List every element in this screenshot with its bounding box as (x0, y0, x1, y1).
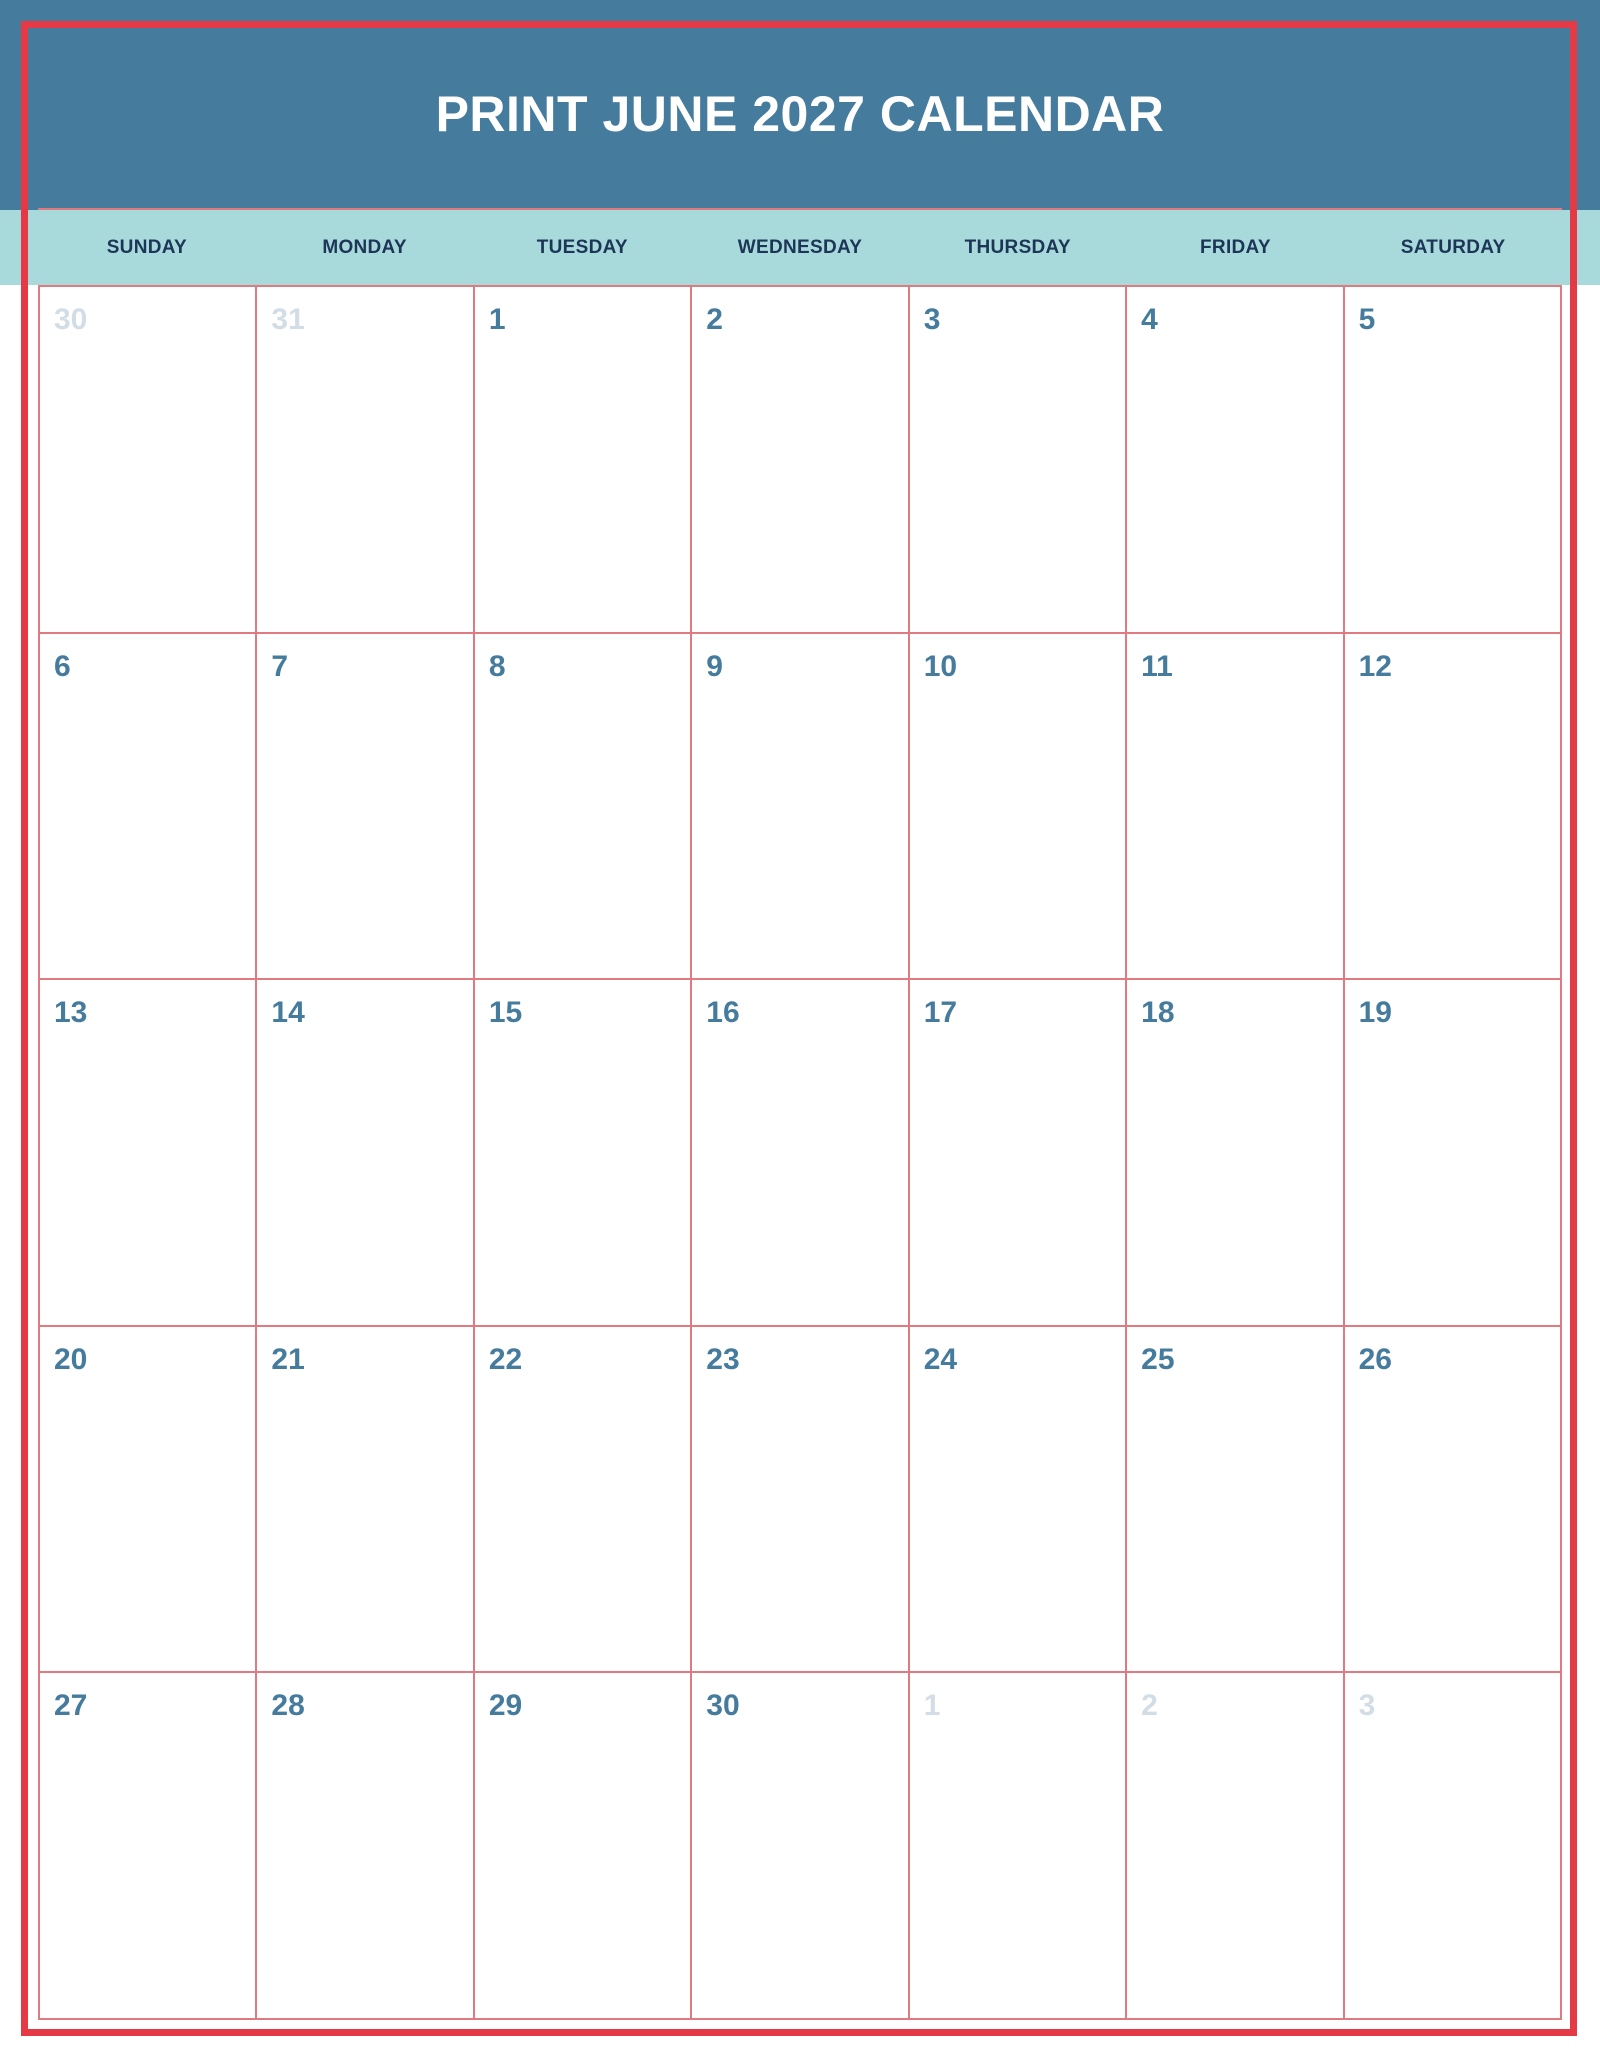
day-number: 23 (706, 1342, 740, 1376)
weekday-friday: FRIDAY (1200, 236, 1271, 258)
day-number: 11 (1141, 649, 1173, 683)
day-number: 18 (1141, 996, 1175, 1030)
page-title: PRINT JUNE 2027 CALENDAR (435, 86, 1165, 142)
day-number: 10 (923, 649, 958, 683)
day-number: 27 (54, 1689, 88, 1723)
day-number: 4 (1141, 303, 1158, 336)
day-number: 25 (1141, 1342, 1175, 1376)
day-number: 7 (271, 649, 289, 683)
weekday-tuesday: TUESDAY (536, 236, 628, 258)
day-number: 17 (923, 996, 958, 1030)
day-number: 29 (488, 1689, 523, 1723)
day-number: 31 (271, 303, 305, 336)
weekday-saturday: SATURDAY (1400, 236, 1506, 258)
day-number: 22 (488, 1342, 523, 1376)
day-number: 5 (1358, 303, 1376, 336)
day-number: 28 (271, 1689, 305, 1723)
day-number: 19 (1358, 996, 1392, 1030)
day-number: 1 (488, 303, 506, 336)
day-number: 3 (1358, 1689, 1376, 1723)
day-number: 6 (54, 649, 71, 683)
day-number: 30 (706, 1689, 740, 1723)
weekday-sunday: SUNDAY (106, 236, 187, 258)
day-number: 1 (923, 1689, 941, 1723)
weekday-monday: MONDAY (322, 236, 407, 258)
day-number: 9 (706, 649, 723, 683)
day-number: 21 (271, 1342, 305, 1376)
day-number: 24 (923, 1342, 958, 1376)
day-number: 12 (1358, 649, 1392, 683)
day-number: 20 (54, 1342, 88, 1376)
day-number: 15 (488, 996, 523, 1030)
outer-border (21, 21, 1577, 2036)
day-number: 13 (54, 996, 88, 1030)
day-number: 3 (923, 303, 941, 336)
day-number: 16 (706, 996, 740, 1030)
day-number: 26 (1358, 1342, 1392, 1376)
weekday-wednesday: WEDNESDAY (737, 236, 863, 258)
day-number: 2 (1141, 1689, 1158, 1723)
day-number: 30 (54, 303, 88, 336)
day-number: 2 (706, 303, 723, 336)
day-number: 14 (271, 996, 305, 1030)
weekday-thursday: THURSDAY (964, 236, 1071, 258)
day-number: 8 (488, 649, 506, 683)
